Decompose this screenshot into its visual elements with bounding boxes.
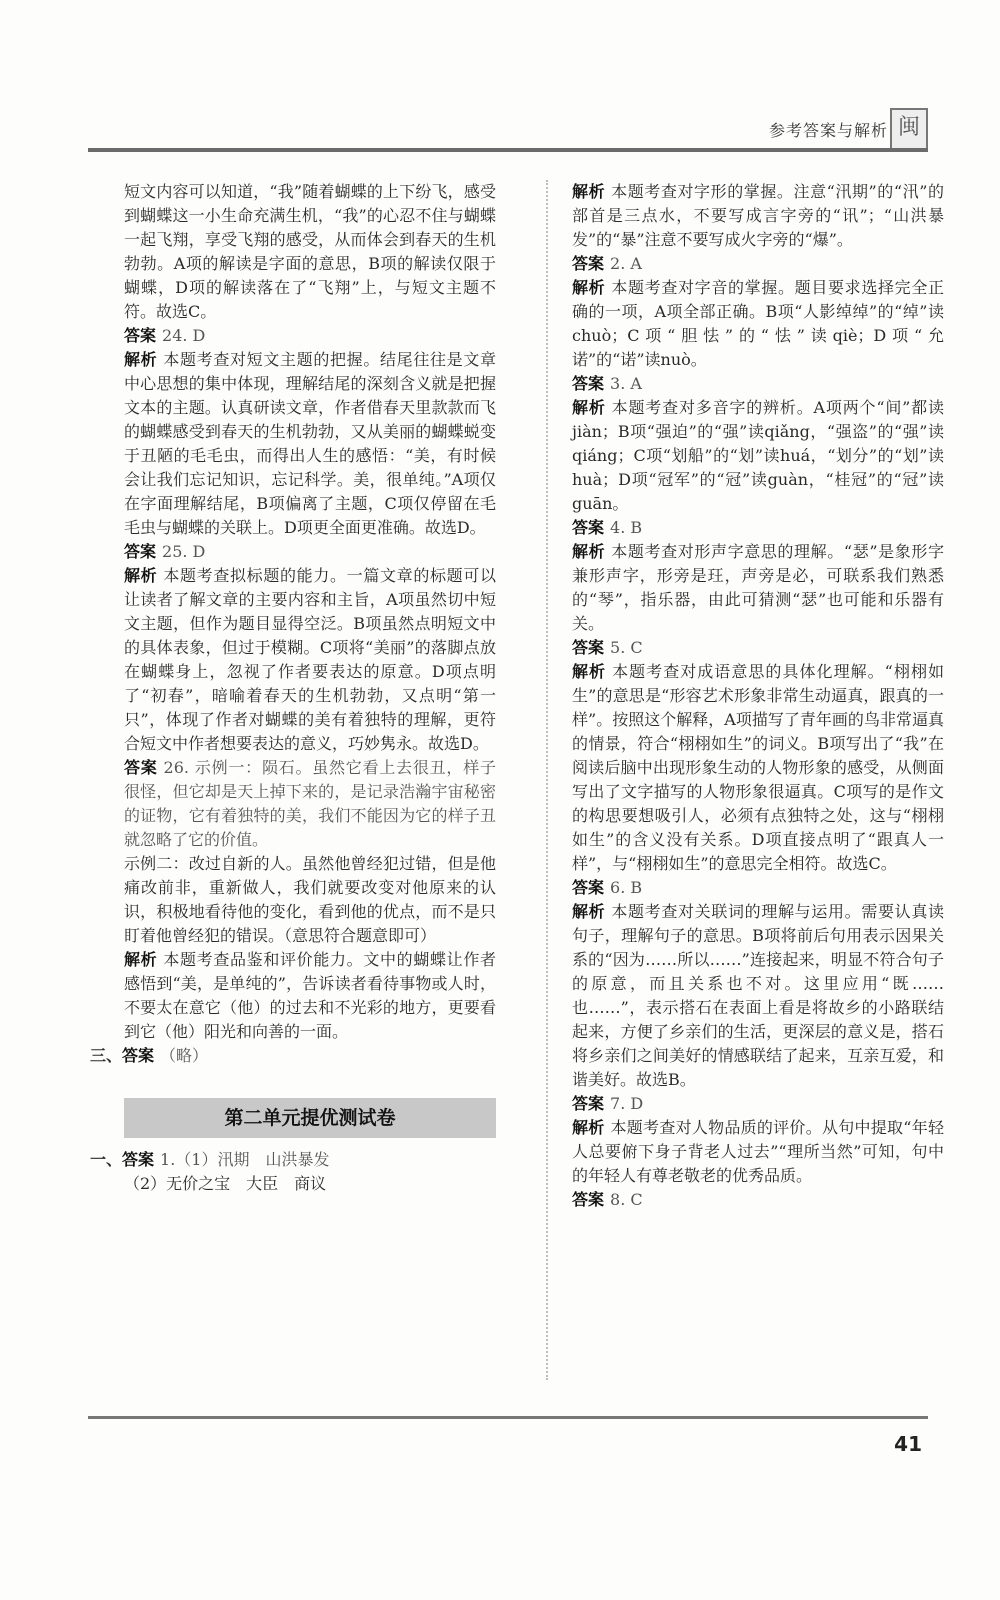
paragraph-text: 本题考查对多音字的辨析。A项两个“间”都读jiàn；B项“强迫”的“强”读qiǎng，“强盗”的“强”读qiáng；C项“划船”的“划”读huá，“划分”的“划”读huà；D项“冠军”的“冠”读guàn，“桂冠”的“冠”读guān。 xyxy=(572,398,944,513)
paragraph-text: 8. C xyxy=(610,1190,643,1209)
paragraph-text: 本题考查对形声字意思的理解。“瑟”是象形字兼形声字，形旁是玨，声旁是必，可联系我们熟悉的“琴”，指乐器，由此可猜测“瑟”也可能和乐器有关。 xyxy=(572,542,944,633)
answer-label: 答案 xyxy=(572,254,605,273)
answer-line xyxy=(572,252,944,276)
answer-line xyxy=(572,636,944,660)
text-paragraph xyxy=(124,852,496,948)
analysis-paragraph xyxy=(572,276,944,372)
analysis-paragraph xyxy=(124,564,496,756)
answer-label: 答案 xyxy=(572,1094,605,1113)
analysis-label: 解析 xyxy=(124,350,158,369)
right-column xyxy=(572,180,944,1212)
unit-title: 第二单元提优测试卷 xyxy=(124,1098,496,1138)
paragraph-text: （略） xyxy=(160,1046,209,1065)
paragraph-text: 本题考查拟标题的能力。一篇文章的标题可以让读者了解文章的主要内容和主旨，A项虽然切中短文主题，但作为题目显得空泛。B项虽然点明短文中的具体表象，但过于模糊。C项将“美丽”的落脚点放在蝴蝶身上，忽视了作者要表达的原意。D项点明了“初春”，暗喻着春天的生机勃勃，又点明“第一只”，体现了作者对蝴蝶的美有着独特的理解，更符合短文中作者想要表达的意义，巧妙隽永。故选D。 xyxy=(124,566,496,753)
paragraph-text: 本题考查对成语意思的具体化理解。“栩栩如生”的意思是“形容艺术形象非常生动逼真，跟真的一样”。按照这个解释，A项描写了青年画的鸟非常逼真的情景，符合“栩栩如生”的词义。B项写出了“我”在阅读后脑中出现形象生动的人物形象的感受，从侧面写出了文字描写的人物形象很逼真。C项写的是作文的构思要想吸引人，必须有点独特之处，这与“栩栩如生”的含义没有关系。D项直接点明了“跟真人一样”，与“栩栩如生”的意思完全相符。故选C。 xyxy=(572,662,944,873)
answer-label: 答案 xyxy=(572,374,605,393)
paragraph-text: （2）无价之宝 大臣 商议 xyxy=(124,1174,327,1193)
paragraph-text: 25. D xyxy=(162,542,206,561)
analysis-paragraph xyxy=(572,396,944,516)
answer-line xyxy=(572,876,944,900)
analysis-paragraph xyxy=(572,180,944,252)
section-number: 一、 xyxy=(90,1150,123,1169)
paragraph-text: 3. A xyxy=(610,374,642,393)
answer-line xyxy=(572,1188,944,1212)
paragraph-text: 本题考查对字形的掌握。注意“汛期”的“汛”的部首是三点水，不要写成言字旁的“讯”；“山洪暴发”的“暴”注意不要写成火字旁的“爆”。 xyxy=(572,182,944,249)
answer-line xyxy=(572,1092,944,1116)
answer-label: 答案 xyxy=(122,1150,155,1169)
answer-line xyxy=(572,516,944,540)
analysis-paragraph xyxy=(572,540,944,636)
paragraph-text: 本题考查对字音的掌握。题目要求选择完全正确的一项，A项全部正确。B项“人影绰绰”的“绰”读chuò；C项“胆怯”的“怯”读qiè；D项“允诺”的“诺”读nuò。 xyxy=(572,278,944,369)
top-rule xyxy=(88,148,928,152)
analysis-label: 解析 xyxy=(124,566,158,585)
paragraph-text: 本题考查对人物品质的评价。从句中提取“年轻人总要俯下身子背老人过去”“理所当然”可知，句中的年轻人有尊老敬老的优秀品质。 xyxy=(572,1118,944,1185)
section-number: 三、 xyxy=(90,1046,123,1065)
paragraph-text: 1.（1）汛期 山洪暴发 xyxy=(160,1150,330,1169)
answer-label: 答案 xyxy=(124,542,157,561)
paragraph-text: 6. B xyxy=(610,878,643,897)
analysis-label: 解析 xyxy=(572,182,606,201)
header-badge: 闽 xyxy=(890,108,928,150)
paragraph-text: 5. C xyxy=(610,638,643,657)
analysis-label: 解析 xyxy=(572,662,607,681)
paragraph-text: 本题考查对短文主题的把握。结尾往往是文章中心思想的集中体现，理解结尾的深刻含义就是把握文本的主题。认真研读文章，作者借春天里款款而飞的蝴蝶感受到春天的生机勃勃，又从美丽的蝴蝶蜕变于丑陋的毛毛虫，而得出人生的感悟：“美，有时候会让我们忘记知识，忘记科学。美，很单纯。”A项仅在字面理解结尾，B项偏离了主题，C项仅停留在毛毛虫与蝴蝶的关联上。D项更全面更准确。故选D。 xyxy=(124,350,496,537)
answer-label: 答案 xyxy=(124,326,157,345)
answer-label: 答案 xyxy=(572,1190,605,1209)
analysis-label: 解析 xyxy=(572,902,606,921)
paragraph-text: 本题考查对关联词的理解与运用。需要认真读句子，理解句子的意思。B项将前后句用表示因果关系的“因为……所以……”连接起来，明显不符合句子的原意，而且关系也不对。这里应用“既……也……”，表示搭石在表面上看是将故乡的小路联结起来，方便了乡亲们的生活，更深层的意义是，搭石将乡亲们之间美好的情感联结了起来，互亲互爱，和谐美好。故选B。 xyxy=(572,902,944,1089)
analysis-paragraph xyxy=(572,660,944,876)
text-paragraph xyxy=(124,1172,496,1196)
answer-label: 答案 xyxy=(572,878,605,897)
analysis-label: 解析 xyxy=(572,398,606,417)
left-column xyxy=(90,180,496,1196)
answer-label: 答案 xyxy=(122,1046,155,1065)
analysis-paragraph xyxy=(124,948,496,1044)
answer-label: 答案 xyxy=(572,638,605,657)
analysis-label: 解析 xyxy=(572,542,606,561)
answer-line xyxy=(124,756,496,852)
analysis-label: 解析 xyxy=(572,278,606,297)
answer-line xyxy=(124,324,496,348)
analysis-label: 解析 xyxy=(124,950,158,969)
answer-label: 答案 xyxy=(572,518,605,537)
analysis-paragraph xyxy=(572,1116,944,1188)
paragraph-text: 24. D xyxy=(162,326,206,345)
paragraph-text: 4. B xyxy=(610,518,643,537)
bottom-rule xyxy=(88,1416,928,1419)
analysis-paragraph xyxy=(572,900,944,1092)
analysis-paragraph xyxy=(124,348,496,540)
paragraph-text: 7. D xyxy=(610,1094,644,1113)
page-number: 41 xyxy=(894,1432,922,1456)
section-answer-line xyxy=(90,1044,496,1068)
paragraph-text: 示例二：改过自新的人。虽然他曾经犯过错，但是他痛改前非，重新做人，我们就要改变对他原来的认识，积极地看待他的变化，看到他的优点，而不是只盯着他曾经犯的错误。（意思符合题意即可） xyxy=(124,854,496,945)
analysis-label: 解析 xyxy=(572,1118,605,1137)
answer-line xyxy=(124,540,496,564)
text-paragraph xyxy=(124,180,496,324)
paragraph-text: 2. A xyxy=(610,254,642,273)
paragraph-text: 短文内容可以知道，“我”随着蝴蝶的上下纷飞，感受到蝴蝶这一小生命充满生机，“我”的心忍不住与蝴蝶一起飞翔，享受飞翔的感受，从而体会到春天的生机勃勃。A项的解读是字面的意思，B项的解读仅限于蝴蝶，D项的解读落在了“飞翔”上，与短文主题不符。故选C。 xyxy=(124,182,496,321)
section-answer-line xyxy=(90,1148,496,1172)
answer-line xyxy=(572,372,944,396)
paragraph-text: 26. 示例一：陨石。虽然它看上去很丑，样子很怪，但它却是天上掉下来的，是记录浩瀚宇宙秘密的证物，它有着独特的美，我们不能因为它的样子丑就忽略了它的价值。 xyxy=(124,758,496,849)
paragraph-text: 本题考查品鉴和评价能力。文中的蝴蝶让作者感悟到“美，是单纯的”，告诉读者看待事物或人时，不要太在意它（他）的过去和不光彩的地方，更要看到它（他）阳光和向善的一面。 xyxy=(124,950,496,1041)
column-divider xyxy=(546,180,548,1380)
header-title: 参考答案与解析 xyxy=(768,121,888,140)
answer-label: 答案 xyxy=(124,758,158,777)
